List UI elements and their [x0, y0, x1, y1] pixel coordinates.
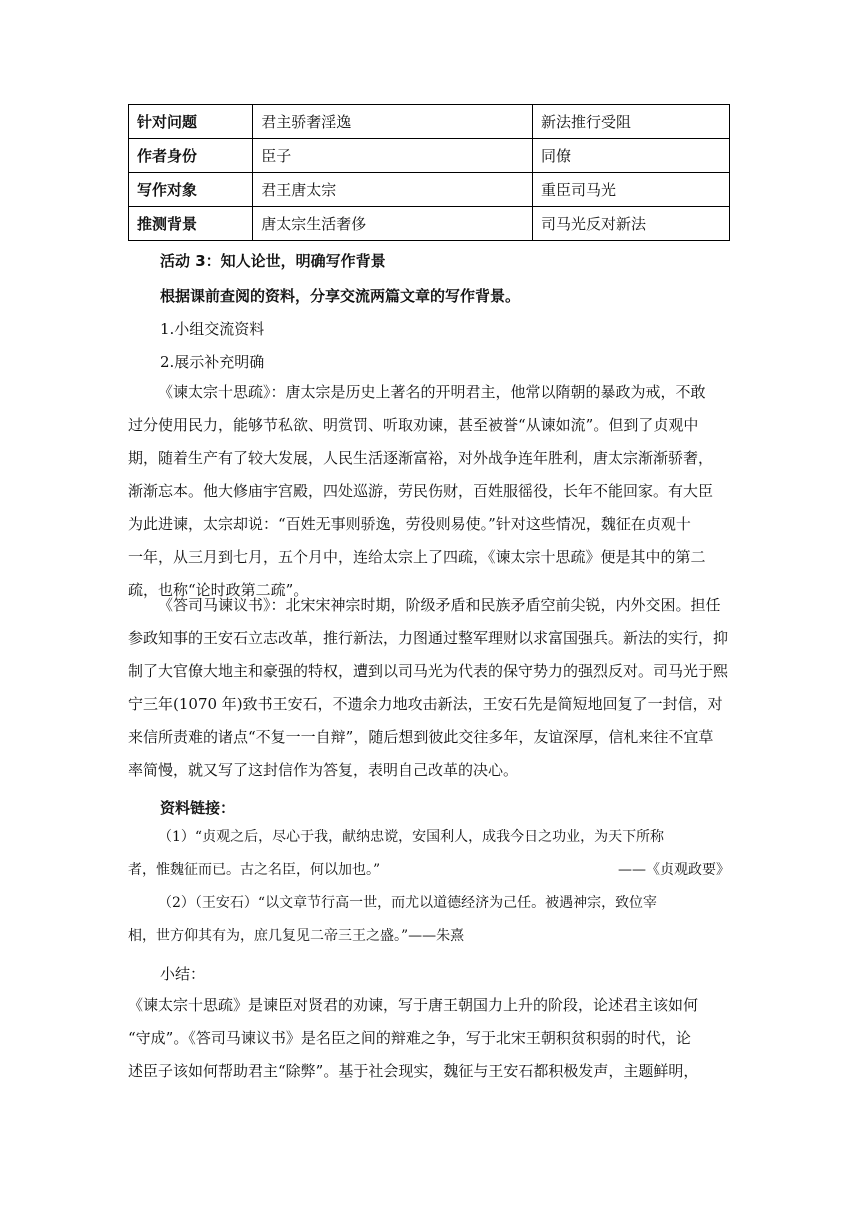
step-1: 1.小组交流资料 [160, 320, 265, 338]
row-label: 推测背景 [129, 207, 253, 241]
table-row [129, 173, 730, 207]
links-title: 资料链接： [160, 799, 236, 817]
table-cell: 重臣司马光 [533, 173, 730, 207]
text-line: 过分使用民力，能够节私欲、明赏罚、听取劝谏，甚至被誉“从谏如流”。但到了贞观中 [128, 416, 699, 434]
text-line: 渐渐忘本。他大修庙宇宫殿，四处巡游，劳民伤财，百姓服徭役，长年不能回家。有大臣 [128, 482, 714, 500]
step-2: 2.展示补充明确 [160, 353, 265, 371]
quote-1 [128, 821, 730, 887]
table-cell: 臣子 [253, 139, 533, 173]
table-cell: 新法推行受阻 [533, 105, 730, 139]
table-cell: 同僚 [533, 139, 730, 173]
summary-paragraph [128, 989, 730, 1088]
quote-2 [128, 887, 730, 953]
table-row [129, 207, 730, 241]
text-line: 来信所责难的诸点“不复一一自辩”，随后想到彼此交往多年，友谊深厚，信札来往不宜草 [128, 728, 714, 746]
row-label: 写作对象 [129, 173, 253, 207]
text-line: 疏，也称“论时政第二疏”。 [128, 581, 309, 599]
background-paragraph-2 [128, 589, 730, 787]
text-line: 一年，从三月到七月，五个月中，连给太宗上了四疏，《谏太宗十思疏》便是其中的第二 [128, 548, 706, 566]
quote-line: 者，惟魏征而已。古之名臣，何以加也。” [128, 862, 381, 878]
quote-line: （1）“贞观之后，尽心于我，献纳忠谠，安国利人，成我今日之功业，为天下所称 [158, 829, 665, 845]
quote-source: ——《贞观政要》 [618, 862, 730, 878]
quote-line: （2）（王安石）“以文章节行高一世，而尤以道德经济为己任。被遇神宗，致位宰 [158, 895, 658, 911]
text-line: 率简慢，就又写了这封信作为答复，表明自己改革的决心。 [128, 761, 519, 779]
text-line: 为此进谏，太宗却说：“百姓无事则骄逸，劳役则易使。”针对这些情况，魏征在贞观十 [128, 515, 691, 533]
table-cell: 君主骄奢淫逸 [253, 105, 533, 139]
activity-instruction: 根据课前查阅的资料，分享交流两篇文章的写作背景。 [160, 287, 521, 305]
text-line: 参政知事的王安石立志改革，推行新法，力图通过整军理财以求富国强兵。新法的实行，抑 [128, 629, 729, 647]
background-paragraph-1 [128, 376, 730, 607]
text-line: 述臣子该如何帮助君主“除弊”。基于社会现实，魏征与王安石都积极发声，主题鲜明， [128, 1062, 699, 1080]
summary-title: 小结： [160, 965, 206, 983]
table-cell: 君王唐太宗 [253, 173, 533, 207]
text-line: 期，随着生产有了较大发展，人民生活逐渐富裕，对外战争连年胜利，唐太宗渐渐骄奢， [128, 449, 714, 467]
row-label: 作者身份 [129, 139, 253, 173]
table-cell: 唐太宗生活奢侈 [253, 207, 533, 241]
text-line: 宁三年(1070 年)致书王安石，不遗余力地攻击新法，王安石先是简短地回复了一封信，对 [128, 695, 723, 713]
text-line: 《谏太宗十思疏》是谏臣对贤君的劝谏，写于唐王朝国力上升的阶段，论述君主该如何 [128, 996, 699, 1014]
comparison-table [128, 104, 730, 241]
row-label: 针对问题 [129, 105, 253, 139]
text-line: “守成”。《答司马谏议书》是名臣之间的辩难之争，写于北宋王朝积贫积弱的时代，论 [128, 1029, 691, 1047]
text-line: 《答司马谏议书》：北宋宋神宗时期，阶级矛盾和民族矛盾空前尖锐，内外交困。担任 [158, 596, 721, 614]
quote-line-with-source [128, 854, 730, 887]
table-cell: 司马光反对新法 [533, 207, 730, 241]
text-line: 《谏太宗十思疏》：唐太宗是历史上著名的开明君主，他常以隋朝的暴政为戒，不敢 [158, 383, 706, 401]
table-row [129, 139, 730, 173]
quote-line: 相，世方仰其有为，庶几复见二帝三王之盛。”——朱熹 [128, 928, 465, 944]
activity-title: 活动 3：知人论世，明确写作背景 [160, 252, 386, 270]
text-line: 制了大官僚大地主和豪强的特权，遭到以司马光为代表的保守势力的强烈反对。司马光于熙 [128, 662, 729, 680]
table-row [129, 105, 730, 139]
